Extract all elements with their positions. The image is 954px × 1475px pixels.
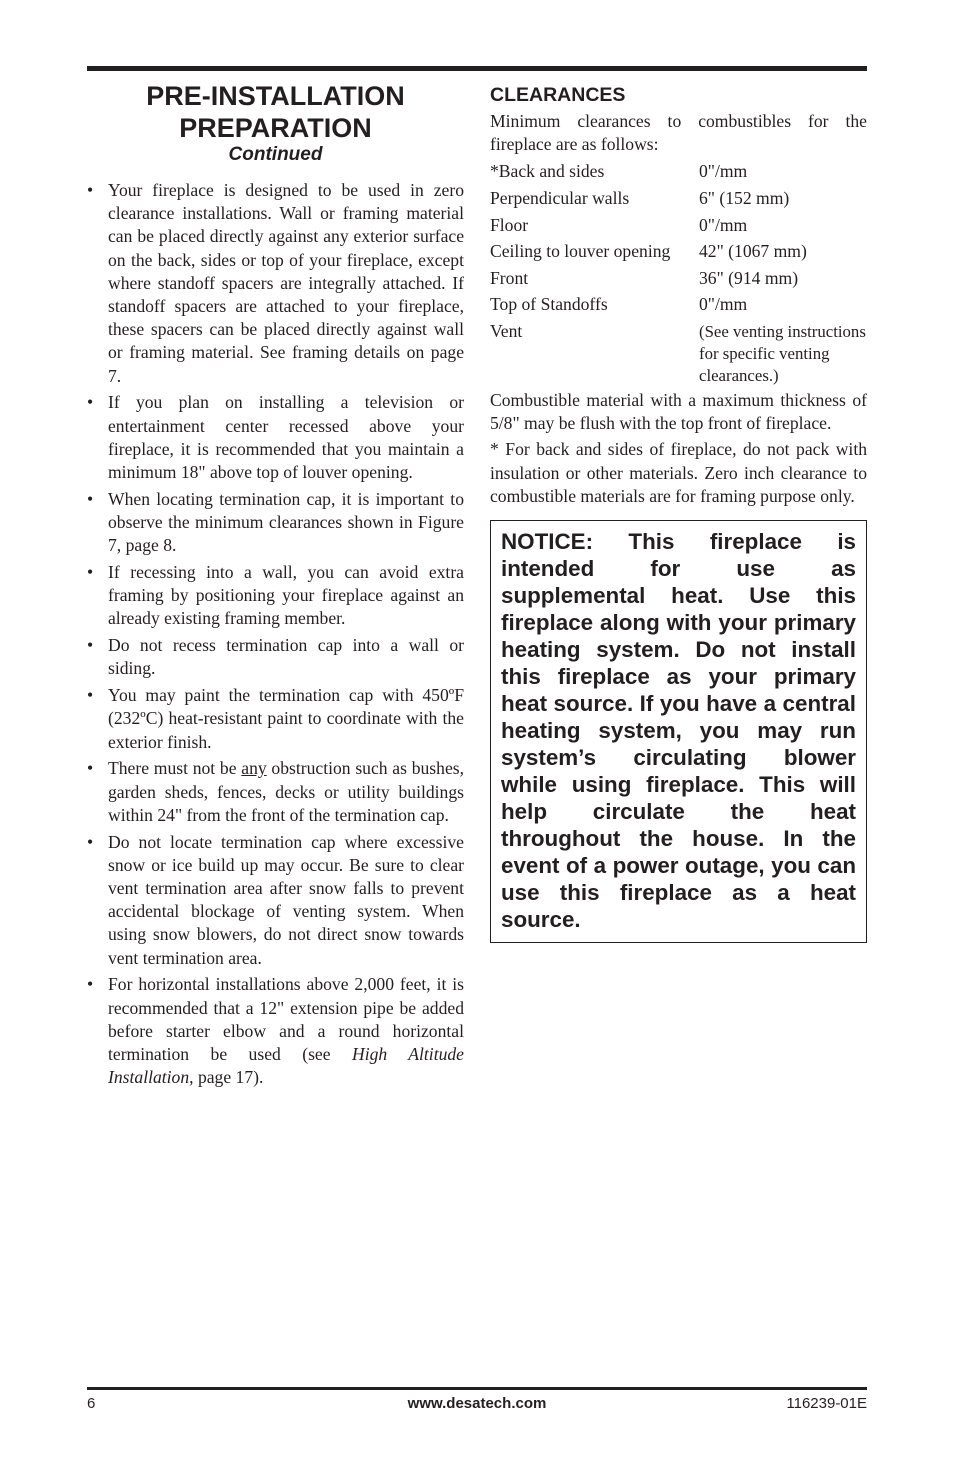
clearance-value: (See venting instructions for specific venting clearances.): [699, 321, 866, 385]
list-item: [87, 757, 464, 827]
right-column: [490, 80, 867, 943]
clearance-label: Floor: [490, 214, 529, 235]
bullet-list: [87, 179, 464, 1089]
list-item: [87, 391, 464, 484]
table-row: [490, 318, 867, 387]
clearance-label: Perpendicular walls: [490, 188, 630, 208]
bullet-text: You may paint the termination cap with 450ºF (232ºC) heat-resistant paint to coordinate with the exterior finish.: [108, 685, 464, 752]
list-item: [87, 488, 464, 558]
clearance-value: 0"/mm: [699, 214, 748, 235]
table-row: [490, 291, 867, 318]
list-item: [87, 684, 464, 754]
bullet-icon: •: [87, 758, 94, 779]
table-row: [490, 212, 867, 239]
top-rule: [87, 66, 867, 71]
clearance-label: Vent: [490, 320, 523, 341]
bullet-text: Do not locate termination cap where excessive snow or ice build up may occur. Be sure to clear vent termination area after snow falls to prevent accidental blockage of venting system. When using snow blowers, do not direct snow towards vent termination area.: [108, 831, 464, 968]
bullet-icon: •: [87, 974, 94, 995]
clearance-label: Top of Standoffs: [490, 294, 608, 315]
page-number: 6: [87, 1395, 96, 1412]
clearance-value: 6" (152 mm): [699, 188, 790, 208]
table-row: [490, 185, 867, 212]
document-number: 116239-01E: [786, 1395, 867, 1412]
page-subtitle: Continued: [228, 144, 323, 165]
website-link[interactable]: www.desatech.com: [407, 1395, 547, 1412]
bullet-text: Do not recess termination cap into a wall or siding.: [108, 635, 464, 679]
left-column: [87, 80, 464, 1093]
table-row: [490, 158, 867, 185]
bullet-icon: •: [87, 180, 94, 200]
list-item: [87, 831, 464, 970]
clearance-label: Front: [490, 267, 529, 288]
bullet-icon: •: [87, 635, 94, 656]
combustible-note: Combustible material with a maximum thickness of 5/8" may be flush with the top front of fireplace.: [490, 389, 867, 434]
list-item: [87, 561, 464, 631]
clearance-value: 42" (1067 mm): [699, 241, 807, 262]
underlined-word: any: [241, 758, 267, 779]
bullet-icon: •: [87, 685, 94, 706]
clearance-value: 0"/mm: [699, 161, 748, 182]
page-title: [87, 80, 464, 144]
bullet-text: Your fireplace is designed to be used in zero clearance installations. Wall or framing material can be placed directly against any exterior surface on the back, sides or top of your fireplace, except where standoff spacers are integrally attached. If standoff spacers are attached to your fireplace, these spacers can be placed directly against wall or framing material. See framing details on page 7.: [108, 180, 464, 386]
title-line-1: PRE-INSTALLATION: [146, 81, 405, 111]
title-line-2: PREPARATION: [179, 113, 372, 143]
clearance-label: Ceiling to louver opening: [490, 241, 671, 262]
clearance-value: 36" (914 mm): [699, 267, 799, 288]
table-row: [490, 265, 867, 292]
bottom-rule: [87, 1387, 867, 1390]
list-item: [87, 973, 464, 1089]
list-item: [87, 179, 464, 388]
bullet-text: There must not be: [108, 758, 242, 779]
bullet-text: For horizontal installations above 2,000 feet, it is recommended that a 12" extension pipe be added before starter elbow and a round horizontal termination be used (see: [108, 974, 464, 1065]
bullet-icon: •: [87, 392, 94, 413]
notice-box: NOTICE: This fireplace is intended for use as supplemental heat. Use this fireplace along with your primary heating system. Do not install this fireplace as your primary heat source. If you have a central heating system, you may run system’s circulating blower while using fireplace. This will help circulate the heat throughout the house. In the event of a power outage, you can use this fireplace as a heat source.: [490, 520, 867, 943]
clearances-intro: Minimum clearances to combustibles for the fireplace are as follows:: [490, 111, 867, 155]
table-row: [490, 238, 867, 265]
bullet-text: obstruction such as bushes, garden sheds, fences, decks or utility buildings within 24" from the front of the termination cap.: [108, 758, 464, 825]
bullet-text: , page 17).: [189, 1067, 264, 1088]
clearances-table: [490, 158, 867, 387]
clearance-label: *Back and sides: [490, 161, 605, 182]
section-reference: High Altitude Installation: [108, 1044, 464, 1088]
clearances-heading: CLEARANCES: [490, 84, 626, 106]
back-sides-note: * For back and sides of fireplace, do not pack with insulation or other materials. Zero inch clearance to combustible materials are for framing purpose only.: [490, 439, 867, 506]
clearance-value: 0"/mm: [699, 294, 748, 315]
bullet-icon: •: [87, 488, 94, 509]
bullet-text: If recessing into a wall, you can avoid extra framing by positioning your fireplace against an already existing framing member.: [108, 562, 464, 629]
bullet-text: If you plan on installing a television or entertainment center recessed above your fireplace, it is recommended that you maintain a minimum 18" above top of louver opening.: [108, 392, 464, 483]
bullet-text: When locating termination cap, it is important to observe the minimum clearances shown in Figure 7, page 8.: [108, 488, 464, 556]
bullet-icon: •: [87, 562, 94, 583]
bullet-icon: •: [87, 831, 94, 852]
list-item: [87, 634, 464, 680]
